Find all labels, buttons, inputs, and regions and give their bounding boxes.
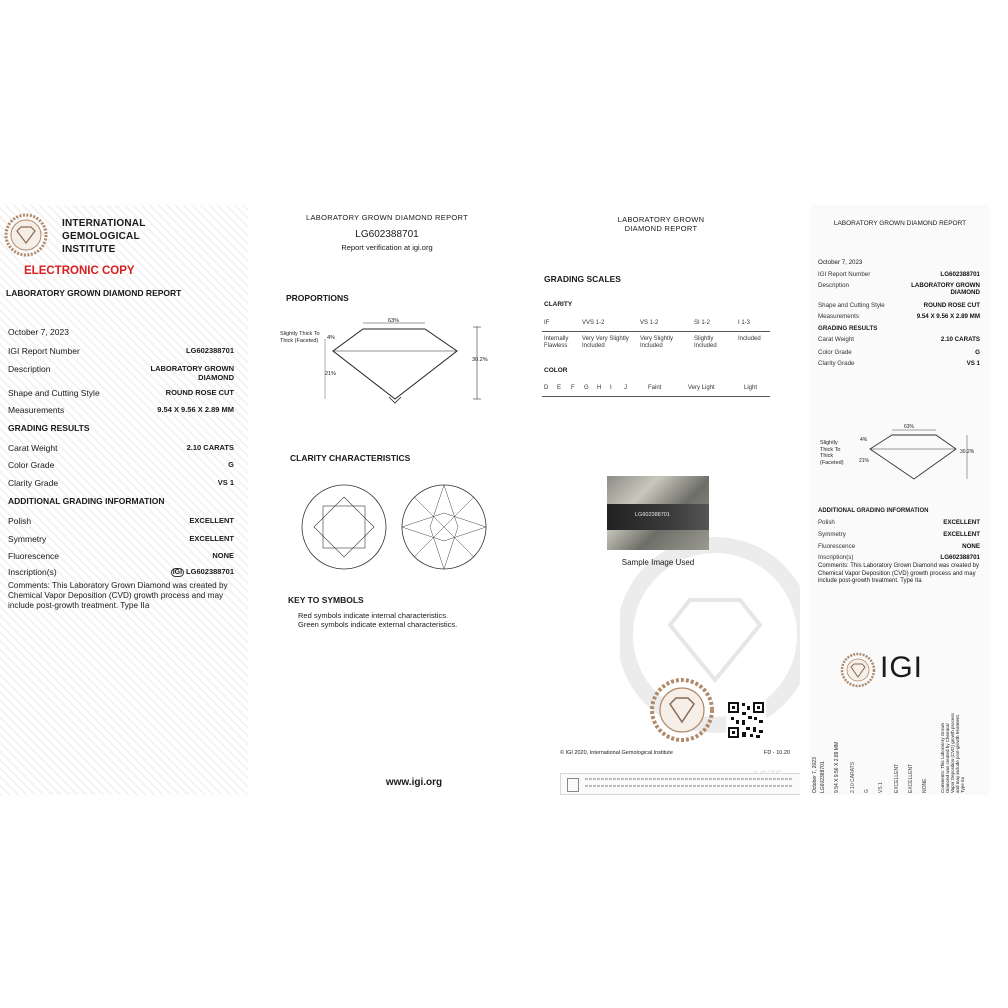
sample-caption: Sample Image Used: [621, 558, 695, 567]
clarity-grade-si: SI 1-2: [694, 320, 711, 326]
mini-pavilion-percent: 21%: [859, 458, 870, 464]
grading-row: Color Grade G: [8, 460, 234, 470]
institute-name-line2: GEMOLOGICAL: [62, 231, 140, 242]
form-code: FD - 10.20: [764, 750, 790, 756]
proportions-diagram: [277, 309, 497, 409]
clarity-desc-vs: Very Slightly Included: [640, 336, 674, 349]
additional-row: Symmetry EXCELLENT: [8, 534, 234, 544]
clarity-plot-diagram: [300, 483, 500, 573]
sample-inscription-image: [607, 476, 709, 550]
clarity-grade-vs: VS 1-2: [640, 320, 659, 326]
rotated-report-number: LG602388701: [820, 761, 826, 793]
key-line-external: Green symbols indicate external characteristics.: [298, 620, 458, 629]
color-letter: F: [571, 385, 575, 391]
detail-row: Shape and Cutting Style ROUND ROSE CUT: [8, 388, 234, 398]
panel4-comments: Comments: This Laboratory Grown Diamond was created by Chemical Vapor Deposition (CVD) growth process and may include post-growth treatment. Type IIa: [818, 563, 979, 584]
mini-depth-percent: 30.2%: [960, 449, 975, 455]
clarity-desc-vvs: Very Very Slightly Included: [582, 336, 629, 349]
additional-row: Fluorescence NONE: [8, 551, 234, 561]
key-to-symbols-heading: KEY TO SYMBOLS: [288, 595, 364, 605]
detail-row: Description LABORATORY GROWN DIAMOND: [8, 364, 234, 382]
clarity-scale-line: [542, 331, 770, 332]
detail-row: Shape and Cutting Style ROUND ROSE CUT: [818, 302, 980, 309]
crown-percent: 4%: [327, 335, 335, 341]
key-line-internal: Red symbols indicate internal characteristics.: [298, 611, 449, 620]
additional-row: Inscription(s) LG602388701: [818, 554, 980, 561]
clarity-characteristics-heading: CLARITY CHARACTERISTICS: [290, 453, 411, 463]
detail-row: Description LABORATORY GROWN DIAMOND: [818, 282, 980, 296]
rotated-symmetry: EXCELLENT: [908, 763, 914, 793]
qr-code-icon[interactable]: [726, 700, 766, 740]
grading-results-heading: GRADING RESULTS: [8, 423, 90, 433]
panel3-title-line2: DIAMOND REPORT: [624, 224, 698, 233]
proportions-heading: PROPORTIONS: [286, 293, 349, 303]
color-letter: G: [584, 385, 589, 391]
rotated-measurements: 9.54 X 9.56 X 2.89 MM: [834, 741, 840, 793]
color-letter: H: [597, 385, 602, 391]
color-desc-light: Light: [744, 385, 758, 391]
electronic-copy-label: ELECTRONIC COPY: [24, 265, 135, 277]
pavilion-percent: 21%: [325, 371, 337, 377]
detail-row: Measurements 9.54 X 9.56 X 2.89 MM: [818, 313, 980, 320]
color-letter: I: [610, 385, 612, 391]
verification-text: Report verification at igi.org: [341, 243, 433, 252]
rotated-summary-strip: [810, 703, 990, 795]
grading-scales-heading: GRADING SCALES: [544, 274, 621, 284]
clarity-scale-heading: CLARITY: [544, 301, 573, 308]
comments-text: Comments: This Laboratory Grown Diamond was created by Chemical Vapor Deposition (CVD) growth process and may include post-growth treatment. Type IIa: [8, 581, 228, 610]
color-desc-faint: Faint: [648, 385, 662, 391]
clarity-grade-vvs: VVS 1-2: [582, 320, 605, 326]
panel4-grading-heading: GRADING RESULTS: [818, 325, 878, 332]
panel4-date: October 7, 2023: [818, 259, 863, 266]
report-panel-summary: [810, 205, 990, 795]
additional-row: Inscription(s) IGI LG602388701: [8, 567, 234, 577]
igi-seal-icon: [650, 678, 714, 742]
igi-logo-seal-icon: [840, 652, 876, 688]
additional-row: Polish EXCELLENT: [8, 516, 234, 526]
grading-row: Clarity Grade VS 1: [818, 360, 980, 367]
copyright-text: © IGI 2020, International Gemological Institute: [560, 750, 673, 756]
security-strip: [560, 773, 800, 795]
color-letter: J: [624, 385, 627, 391]
igi-logo-text: IGI: [880, 651, 924, 684]
rotated-carat: 2.10 CARATS: [850, 761, 856, 793]
additional-row: Symmetry EXCELLENT: [818, 531, 980, 538]
rotated-fluorescence: NONE: [922, 778, 928, 793]
additional-info-heading: ADDITIONAL GRADING INFORMATION: [8, 496, 165, 506]
panel2-report-number: LG602388701: [355, 229, 419, 240]
mini-crown-percent: 4%: [860, 437, 868, 443]
institute-name-line1: INTERNATIONAL: [62, 218, 146, 229]
girdle-label: Slightly Thick To Thick (Faceted): [280, 331, 320, 344]
report-title: LABORATORY GROWN DIAMOND REPORT: [6, 288, 182, 298]
grading-row: Color Grade G: [818, 349, 980, 356]
rotated-comments: Comments: This Laboratory Grown Diamond was created by Chemical Vapor Deposition (CVD) growth process and may include post-growth treatment. Type IIa: [940, 713, 965, 793]
grading-row: Carat Weight 2.10 CARATS: [8, 443, 234, 453]
additional-row: Polish EXCELLENT: [818, 519, 980, 526]
clarity-grade-i: I 1-3: [738, 320, 751, 326]
color-scale-line: [542, 396, 770, 397]
mini-table-percent: 63%: [904, 424, 915, 430]
detail-row: IGI Report Number LG602388701: [8, 346, 234, 356]
panel4-title: LABORATORY GROWN DIAMOND REPORT: [833, 220, 967, 227]
igi-mini-logo-icon: IGI: [172, 569, 183, 576]
institute-name-line3: INSTITUTE: [62, 244, 116, 255]
color-scale-heading: COLOR: [544, 367, 568, 374]
color-desc-very-light: Very Light: [688, 385, 715, 391]
detail-row: Measurements 9.54 X 9.56 X 2.89 MM: [8, 405, 234, 415]
rotated-date: October 7, 2023: [812, 757, 818, 793]
rotated-clarity: VS 1: [878, 782, 884, 793]
grading-row: Clarity Grade VS 1: [8, 478, 234, 488]
table-percent: 63%: [388, 318, 400, 324]
color-letter: E: [557, 385, 562, 391]
color-letter: D: [544, 385, 549, 391]
additional-row: Fluorescence NONE: [818, 543, 980, 550]
report-panel-front: [0, 205, 248, 795]
clarity-desc-i: Included: [738, 336, 761, 342]
mini-girdle-label: Slightly Thick To Thick (Faceted): [820, 440, 844, 466]
report-panel-proportions: [252, 205, 522, 795]
report-panel-scales: [530, 205, 800, 795]
rotated-color: G: [864, 789, 870, 793]
report-date: October 7, 2023: [8, 327, 69, 337]
sample-inscription-text: LG602388701: [635, 512, 670, 518]
detail-row: IGI Report Number LG602388701: [818, 271, 980, 278]
website-link[interactable]: www.igi.org: [385, 777, 443, 788]
rotated-polish: EXCELLENT: [894, 763, 900, 793]
igi-seal-icon: [4, 213, 48, 257]
panel4-additional-heading: ADDITIONAL GRADING INFORMATION: [818, 508, 929, 514]
panel3-title-line1: LABORATORY GROWN: [617, 215, 705, 224]
grading-row: Carat Weight 2.10 CARATS: [818, 336, 980, 343]
panel2-title: LABORATORY GROWN DIAMOND REPORT: [306, 213, 468, 222]
clarity-desc-if: Internally Flawless: [544, 336, 569, 349]
depth-percent: 30.2%: [472, 357, 488, 363]
clarity-desc-si: Slightly Included: [694, 336, 717, 349]
clarity-grade-if: IF: [544, 320, 550, 326]
